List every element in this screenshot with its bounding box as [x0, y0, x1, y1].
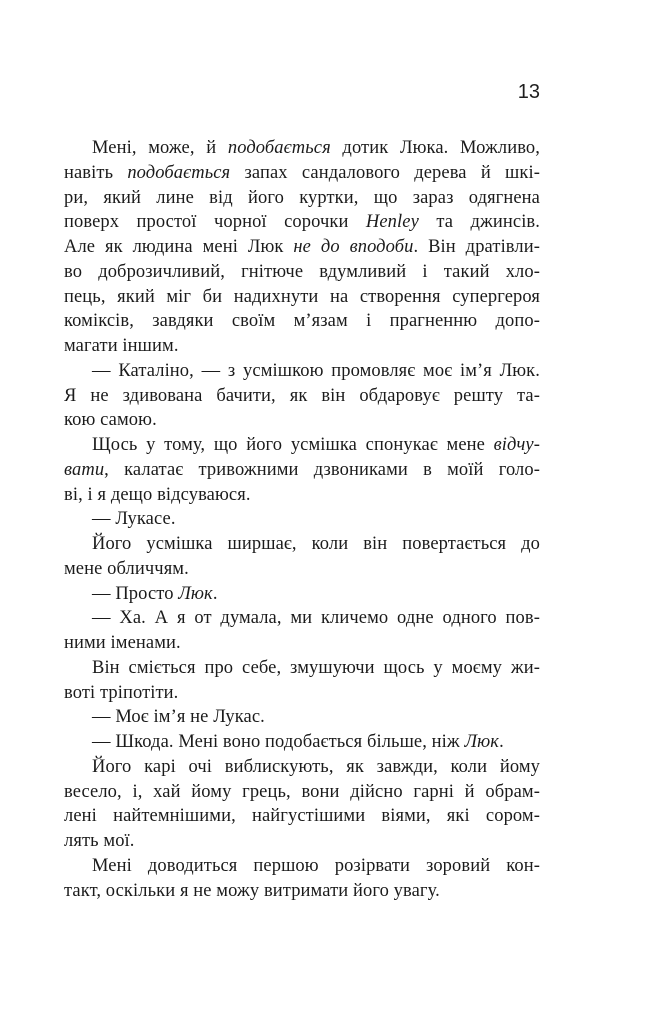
text-line: воті тріпотіти. — [64, 682, 179, 703]
text-line: во доброзичливий, гнітюче вдумливий і такий хло- — [64, 261, 540, 282]
text-line: Його карі очі виблискують, як завжди, коли йому — [92, 756, 540, 777]
text-line: пець, який міг би надихнути на створення супергероя — [64, 286, 540, 307]
text-line: весело, і, хай йому грець, вони дійсно гарні й обрам- — [64, 781, 540, 802]
page-number: 13 — [517, 81, 540, 103]
text-line: — Просто Люк. — [92, 583, 218, 604]
text-line: навіть подобається запах сандалового дерева й шкі- — [64, 162, 540, 183]
text-line: коміксів, завдяки своїм м’язам і прагненню допо- — [64, 311, 540, 332]
text-line: ри, який лине від його куртки, що зараз одягнена — [64, 187, 540, 208]
text-line: ві, і я дещо відсуваюся. — [64, 484, 251, 505]
text-line: Щось у тому, що його усмішка спонукає мене відчу- — [92, 435, 540, 455]
text-line: Але як людина мені Люк не до вподоби. Він дратівли- — [64, 237, 540, 257]
text-line: такт, оскільки я не можу витримати його увагу. — [64, 880, 440, 901]
text-line: — Моє ім’я не Лукас. — [92, 707, 265, 728]
text-line: лені найтемнішими, найгустішими віями, які сором- — [64, 806, 540, 827]
text-line: кою самою. — [64, 410, 157, 431]
text-line: вати, калатає тривожними дзвониками в моїй голо- — [64, 459, 540, 480]
text-line: — Шкода. Мені воно подобається більше, ніж Люк. — [92, 732, 504, 752]
text-line: — Ха. А я от думала, ми кличемо одне одного пов- — [92, 608, 540, 629]
text-line: — Каталіно, — з усмішкою промовляє моє ім’я Люк. — [92, 360, 540, 381]
text-line: лять мої. — [64, 831, 135, 851]
text-line: ними іменами. — [64, 633, 181, 653]
text-line: Мені, може, й подобається дотик Люка. Можливо, — [92, 138, 540, 158]
page-text — [64, 136, 540, 903]
text-line: — Лукасе. — [92, 509, 176, 530]
text-line: мене обличчям. — [64, 558, 189, 579]
text-line: Його усмішка ширшає, коли він повертається до — [92, 534, 540, 554]
text-line: Мені доводиться першою розірвати зоровий кон- — [92, 855, 540, 876]
text-line: Він сміється про себе, змушуючи щось у моєму жи- — [92, 657, 540, 678]
text-line: магати іншим. — [64, 336, 179, 356]
text-line: Я не здивована бачити, як він обдаровує решту та- — [64, 385, 540, 406]
text-line: поверх простої чорної сорочки Henley та джинсів. — [64, 212, 540, 233]
